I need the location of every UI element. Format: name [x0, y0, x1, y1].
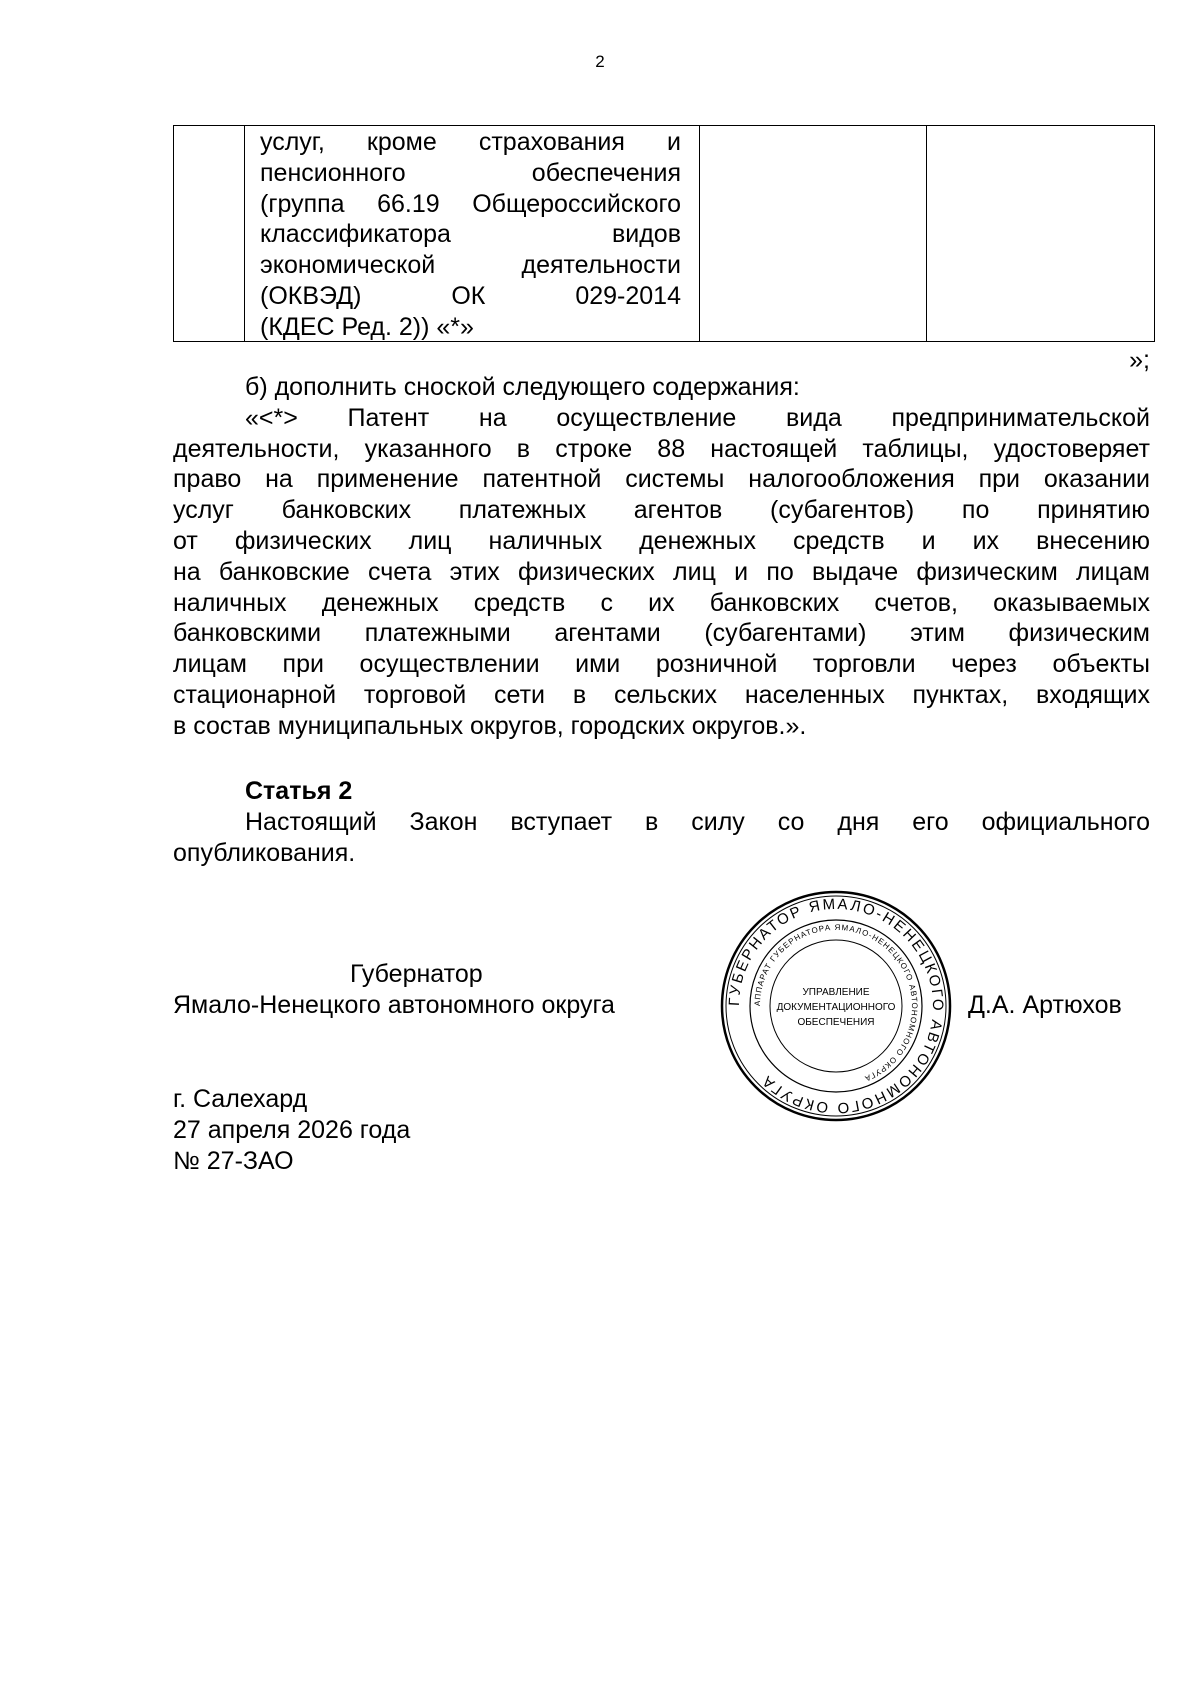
table-row: [174, 126, 1155, 342]
seal-outer-text: ГУБЕРНАТОР ЯМАЛО-НЕНЕЦКОГО АВТОНОМНОГО ОКРУГА: [725, 895, 947, 1117]
footnote-line: на банковские счета этих физических лиц и по выдаче физическим лицам: [173, 557, 1150, 586]
footnote-line: в состав муниципальных округов, городских округов.».: [173, 711, 807, 740]
article-title: Статья 2: [245, 777, 353, 805]
seal-inner-text: АППАРАТ ГУБЕРНАТОРА ЯМАЛО-НЕНЕЦКОГО АВТОНОМНОГО ОКРУГА: [752, 922, 920, 1084]
article-text-line: опубликования.: [173, 838, 356, 867]
seal-center-line: УПРАВЛЕНИЕ: [802, 987, 870, 998]
footnote-line: право на применение патентной системы налогообложения при оказании: [173, 465, 1150, 494]
footnote-line: стационарной торговой сети в сельских населенных пунктах, входящих: [173, 680, 1150, 709]
footnote-line: услуг банковских платежных агентов (субагентов) по принятию: [173, 496, 1150, 525]
table-cell-activity: [245, 126, 700, 342]
footnote-line: банковскими платежными агентами (субагентами) этим физическим: [173, 619, 1150, 648]
cell-text-line: (КДЕС Ред. 2)) «*»: [260, 312, 474, 341]
article-text-line: Настоящий Закон вступает в силу со дня его официального: [245, 807, 1150, 836]
article-2: [173, 776, 1150, 868]
page-number: 2: [595, 52, 605, 71]
item-b: б) дополнить сноской следующего содержания:: [245, 373, 800, 401]
footnote-line: от физических лиц наличных денежных средств и их внесению: [173, 526, 1150, 555]
quote-end: »;: [1129, 346, 1150, 374]
seal-center-line: ДОКУМЕНТАЦИОННОГО: [776, 1002, 896, 1013]
seal-center-line: ОБЕСПЕЧЕНИЯ: [797, 1017, 875, 1028]
official-seal: [720, 890, 952, 1122]
cell-text-line: (группа 66.19 Общероссийского: [260, 189, 681, 218]
amendment-text: [173, 372, 1150, 742]
table-cell-number: [174, 126, 245, 342]
place-date-block: [173, 1084, 410, 1177]
law-table: [173, 125, 1155, 342]
governor-title: Губернатор: [350, 960, 483, 988]
cell-text-line: классификатора видов: [260, 220, 681, 249]
footnote-line: лицам при осуществлении ими розничной торговли через объекты: [173, 650, 1150, 679]
footnote-line: «<*> Патент на осуществление вида предпринимательской: [245, 403, 1150, 432]
cell-text-line: экономической деятельности: [260, 251, 681, 280]
city: г. Салехард: [173, 1085, 308, 1113]
footnote-line: деятельности, указанного в строке 88 настоящей таблицы, удостоверяет: [173, 434, 1150, 463]
cell-text-line: (ОКВЭД) ОК 029-2014: [260, 281, 681, 310]
law-number: № 27-ЗАО: [173, 1147, 294, 1175]
cell-text-line: пенсионного обеспечения: [260, 158, 681, 187]
table-cell-empty: [700, 126, 927, 342]
governor-region: Ямало-Ненецкого автономного округа: [173, 991, 615, 1019]
date: 27 апреля 2026 года: [173, 1116, 411, 1144]
table-cell-empty: [927, 126, 1155, 342]
governor-name: Д.А. Артюхов: [968, 991, 1122, 1019]
footnote-line: наличных денежных средств с их банковских счетов, оказываемых: [173, 588, 1150, 617]
cell-text-line: услуг, кроме страхования и: [260, 128, 681, 156]
